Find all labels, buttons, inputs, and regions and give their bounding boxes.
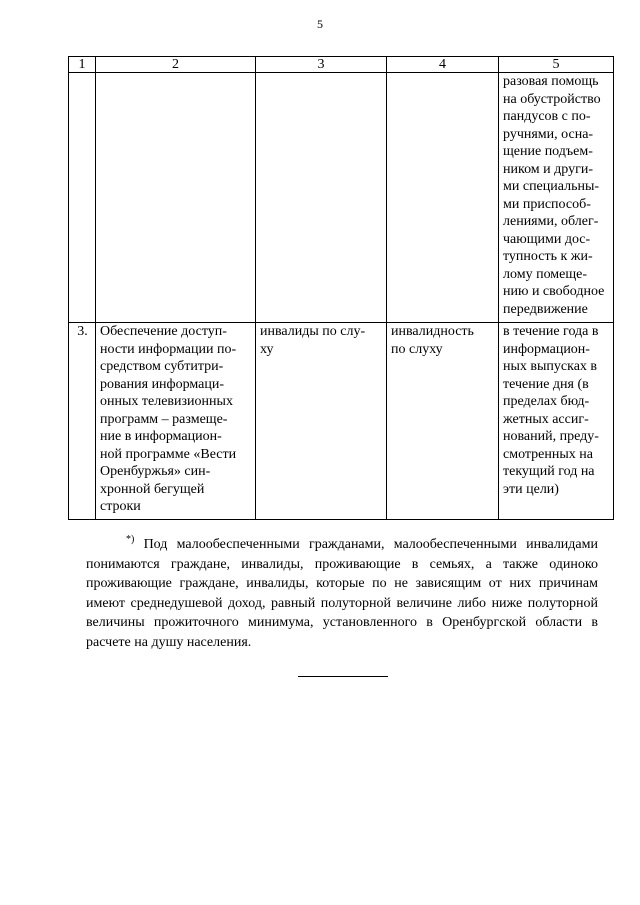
separator-line bbox=[298, 676, 388, 677]
table-row bbox=[69, 73, 614, 323]
table-header-row bbox=[69, 57, 614, 73]
measure-cell: Обеспечение доступ- ности информации по- средством субтитри- рования информаци- онных телевизионных программ – размеще- ние в информацион- ной программе «Вести Оренбуржья» син- хронной бегущей строки bbox=[96, 323, 256, 520]
term-cell: в течение года в информацион- ных выпусках в течение дня (в пределах бюд- жетных ассиг- нований, преду- смотренных на текущий год на эти цели) bbox=[499, 323, 614, 520]
table-row bbox=[69, 323, 614, 520]
term-cell: разовая помощь на обустройство пандусов с по- ручнями, осна- щение подъем- ником и други- ми специальны- ми приспособ- лениями, облег- чающими дос- тупность к жи- лому помеще- нию и свободное передвижение bbox=[499, 73, 614, 323]
column-number-3: 3 bbox=[256, 57, 387, 73]
column-number-5: 5 bbox=[499, 57, 614, 73]
column-number-2: 2 bbox=[96, 57, 256, 73]
measure-cell bbox=[96, 73, 256, 323]
footnote bbox=[86, 535, 598, 652]
row-number-cell: 3. bbox=[69, 323, 96, 520]
footnote-text: Под малообеспеченными гражданами, малообеспеченными инвалидами понимаются граждане, инвалиды, проживающие в семьях, а также одиноко проживающие граждане, инвалиды, которые по не зависящим от них причинам имеют среднедушевой доход, равный полуторной величине либо ниже полуторной величины прожиточного минимума, установленного в Оренбургской области в расчете на душу населения. bbox=[86, 537, 598, 650]
condition-cell bbox=[387, 73, 499, 323]
column-number-1: 1 bbox=[69, 57, 96, 73]
footnote-marker: *) bbox=[126, 534, 135, 545]
recipients-cell: инвалиды по слу- ху bbox=[256, 323, 387, 520]
condition-cell: инвалидность по слуху bbox=[387, 323, 499, 520]
page-number: 5 bbox=[317, 17, 323, 31]
measures-table bbox=[68, 56, 614, 520]
column-number-4: 4 bbox=[387, 57, 499, 73]
recipients-cell bbox=[256, 73, 387, 323]
row-number-cell bbox=[69, 73, 96, 323]
